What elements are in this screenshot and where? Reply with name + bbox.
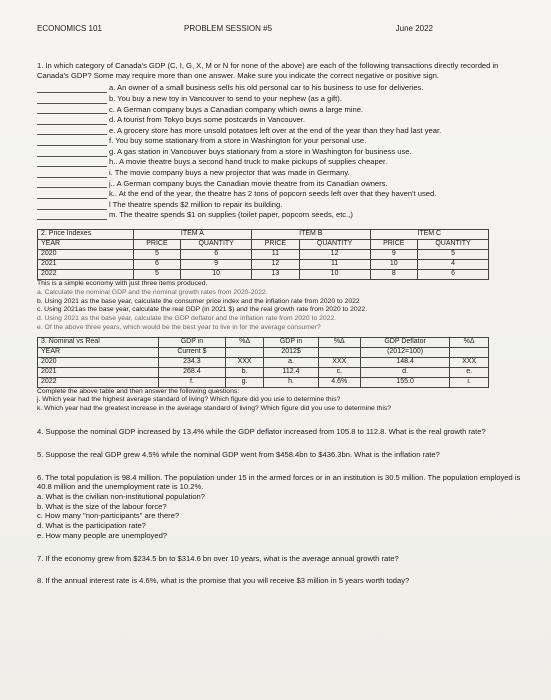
list-item: j.. A German company buys the Canadian movie theatre from its Canadian owners. <box>37 178 531 189</box>
answer-blank[interactable] <box>37 126 107 135</box>
table-row <box>38 230 489 240</box>
table-row <box>38 260 489 270</box>
answer-blank[interactable] <box>37 148 107 157</box>
question-1-prompt: 1. In which category of Canada's GDP (C, I, G, X, M or N for none of the above) are each of the following transactions directly recorded in Canada's GDP? Some may require more than one answer. Make sure you indicate the correct negative or positive sign. <box>37 61 499 80</box>
note-text: a. Calculate the nominal GDP and the nominal growth rates from 2020-2022. <box>37 288 268 296</box>
column-header: YEAR <box>38 347 159 357</box>
answer-blank[interactable] <box>37 211 107 220</box>
table-row <box>38 240 489 250</box>
list-item: l The theatre spends $2 million to repair its building. <box>37 199 531 210</box>
table-cell: a. <box>264 357 318 367</box>
table-cell: i. <box>450 377 489 387</box>
item-a-header: ITEM A <box>133 230 251 240</box>
answer-blank[interactable] <box>37 158 107 167</box>
list-item: f. You buy some stationary from a store in Washington for your personal use. <box>37 135 531 146</box>
table-cell: 2020 <box>38 250 134 260</box>
table-cell: 234.3 <box>159 357 226 367</box>
list-item: e. A grocery store has more unsold potatoes left over at the end of the year than they had last year. <box>37 125 531 136</box>
table-row <box>38 269 489 279</box>
note-text: Complete the above table and then answer the following questions: <box>37 387 240 395</box>
table-cell: XXX <box>450 357 489 367</box>
table-cell <box>450 347 489 357</box>
table-cell: 155.0 <box>360 377 449 387</box>
table-cell: 10 <box>299 269 370 279</box>
table-cell: 11 <box>252 250 300 260</box>
item-b-header: ITEM B <box>252 230 370 240</box>
table-row <box>38 367 489 377</box>
list-item: b. What is the size of the labour force? <box>37 501 167 511</box>
list-item: m. The theatre spends $1 on supplies (toilet paper, popcorn seeds, etc.,) <box>37 210 531 221</box>
column-header: Current $ <box>159 347 226 357</box>
list-item: d. What is the participation rate? <box>37 521 146 531</box>
note-text: This is a simple economy with just three items produced. <box>37 279 208 287</box>
session-title: PROBLEM SESSION #5 <box>184 24 273 33</box>
list-item: i. The movie company buys a new projector that was made in Germany. <box>37 167 531 178</box>
list-item: a. An owner of a small business sells his old personal car to his business to use for deliveries. <box>37 82 531 93</box>
answer-blank[interactable] <box>37 105 107 114</box>
list-item: e. How many people are unemployed? <box>37 530 168 540</box>
table-cell: 10 <box>370 260 418 270</box>
page-header <box>37 24 433 36</box>
table-cell: 6 <box>418 269 489 279</box>
table-cell: 9 <box>181 260 252 270</box>
column-header: GDP Deflator <box>360 337 449 347</box>
table-row <box>38 377 489 387</box>
table-cell: 11 <box>299 260 370 270</box>
table-row <box>38 337 489 347</box>
remaining-questions <box>37 414 531 586</box>
table-cell: 12 <box>299 250 370 260</box>
answer-blank[interactable] <box>37 201 107 210</box>
table-cell: XXX <box>318 357 360 367</box>
table-cell: 2021 <box>38 260 134 270</box>
table-cell: 5 <box>418 250 489 260</box>
answer-blank[interactable] <box>37 179 107 188</box>
column-header: 2012$ <box>264 347 318 357</box>
table-cell: 13 <box>252 269 300 279</box>
table-cell: 2022 <box>38 377 159 387</box>
table-cell: 8 <box>370 269 418 279</box>
answer-blank[interactable] <box>37 169 107 178</box>
table-row <box>38 250 489 260</box>
question-1-items <box>37 82 531 220</box>
question-6-prompt: 6. The total population is 98.4 million. The population under 15 in the armed forces or in an institution is 30.5 million. The population employed is 40.8 million and the unemployment rate is 10.2%. <box>37 472 521 492</box>
table-cell: f. <box>159 377 226 387</box>
column-header: (2012=100) <box>360 347 449 357</box>
question-3-notes <box>37 388 531 414</box>
table-cell: 2022 <box>38 269 134 279</box>
question-2-notes <box>37 280 531 333</box>
table-cell <box>318 347 360 357</box>
table-cell <box>225 347 264 357</box>
table-cell: 5 <box>133 269 181 279</box>
column-header: GDP in <box>264 337 318 347</box>
answer-blank[interactable] <box>37 84 107 93</box>
list-item: c. A German company buys a Canadian company which owns a large mine. <box>37 104 531 115</box>
table-cell: 112.4 <box>264 367 318 377</box>
list-item: g. A gas station in Vancouver buys stationary from a store in Washington for business use. <box>37 146 531 157</box>
column-header: %Δ <box>450 337 489 347</box>
table-cell: 268.4 <box>159 367 226 377</box>
list-item: a. What is the civilian non-institutional population? <box>37 492 206 502</box>
table-cell: 4 <box>418 260 489 270</box>
column-header: QUANTITY <box>181 240 252 250</box>
column-header: QUANTITY <box>299 240 370 250</box>
table-cell: 9 <box>370 250 418 260</box>
table-cell: 148.4 <box>360 357 449 367</box>
list-item: b. You buy a new toy in Vancouver to send to your nephew (as a gift). <box>37 93 531 104</box>
note-text: j. Which year had the highest average standard of living? Which figure did you use to determine this? <box>37 396 341 404</box>
list-item: k.. At the end of the year, the theatre has 2 tons of popcorn seeds left over that they haven't used. <box>37 188 531 199</box>
header-date: June 2022 <box>395 24 433 33</box>
column-header: YEAR <box>38 240 134 250</box>
table-cell: XXX <box>225 357 264 367</box>
table-cell: 6 <box>133 260 181 270</box>
column-header: PRICE <box>252 240 300 250</box>
column-header: QUANTITY <box>418 240 489 250</box>
nominal-vs-real-table <box>37 337 489 388</box>
note-text: e. Of the above three years, which would be the best year to live in for the average consumer? <box>37 324 321 332</box>
question-7: 7. If the economy grew from $234.5 bn to $314.6 bn over 10 years, what is the average annual growth rate? <box>37 553 399 563</box>
price-index-table <box>37 229 489 280</box>
table-cell: g. <box>225 377 264 387</box>
table-cell: d. <box>360 367 449 377</box>
table-cell: 5 <box>133 250 181 260</box>
answer-blank[interactable] <box>37 116 107 125</box>
course-title: ECONOMICS 101 <box>37 24 102 33</box>
worksheet-content <box>37 61 531 586</box>
table-cell: 4.6% <box>318 377 360 387</box>
question-5: 5. Suppose the real GDP grew 4.5% while the nominal GDP went from $458.4bn to $436.3bn. What is the inflation rate? <box>37 449 440 459</box>
table-cell: 6 <box>181 250 252 260</box>
question-4: 4. Suppose the nominal GDP increased by 13.4% while the GDP deflator increased from 105.8 to 112.8. What is the real growth rate? <box>37 427 486 437</box>
question-8: 8. If the annual interest rate is 4.6%, what is the promise that you will receive $3 million in 5 years worth today? <box>37 576 410 586</box>
table-cell: c. <box>318 367 360 377</box>
list-item: c. How many "non-participants" are there? <box>37 511 180 521</box>
table-cell: b. <box>225 367 264 377</box>
column-header: PRICE <box>133 240 181 250</box>
table-row <box>38 347 489 357</box>
table-title: 2. Price Indexes <box>38 230 134 240</box>
list-item: h.. A movie theatre buys a second hand truck to make pickups of supplies cheaper. <box>37 157 531 168</box>
item-c-header: ITEM C <box>370 230 488 240</box>
table-row <box>38 357 489 367</box>
column-header: PRICE <box>370 240 418 250</box>
table-title: 3. Nominal vs Real <box>38 337 159 347</box>
column-header: GDP in <box>159 337 226 347</box>
note-text: k. Which year had the greatest increase in the average standard of living? Which figure did you use to determine this? <box>37 405 392 413</box>
column-header: %Δ <box>318 337 360 347</box>
list-item: d. A tourist from Tokyo buys some postcards in Vancouver. <box>37 114 531 125</box>
table-cell: 2020 <box>38 357 159 367</box>
answer-blank[interactable] <box>37 190 107 199</box>
table-cell: 10 <box>181 269 252 279</box>
table-cell: e. <box>450 367 489 377</box>
note-text: c. Using 2021as the base year, calculate the real GDP (in 2021 $) and the real growth rate from 2020 to 2022. <box>37 306 368 314</box>
note-text: b. Using 2021 as the base year, calculate the consumer price index and the inflation rate from 2020 to 2022 <box>37 297 360 305</box>
column-header: %Δ <box>225 337 264 347</box>
note-text: d. Using 2021 as the base year, calculate the GDP deflator and the inflation rate from 2020 to 2022. <box>37 315 337 323</box>
table-cell: 12 <box>252 260 300 270</box>
table-cell: h. <box>264 377 318 387</box>
table-cell: 2021 <box>38 367 159 377</box>
answer-blank[interactable] <box>37 137 107 146</box>
answer-blank[interactable] <box>37 95 107 104</box>
